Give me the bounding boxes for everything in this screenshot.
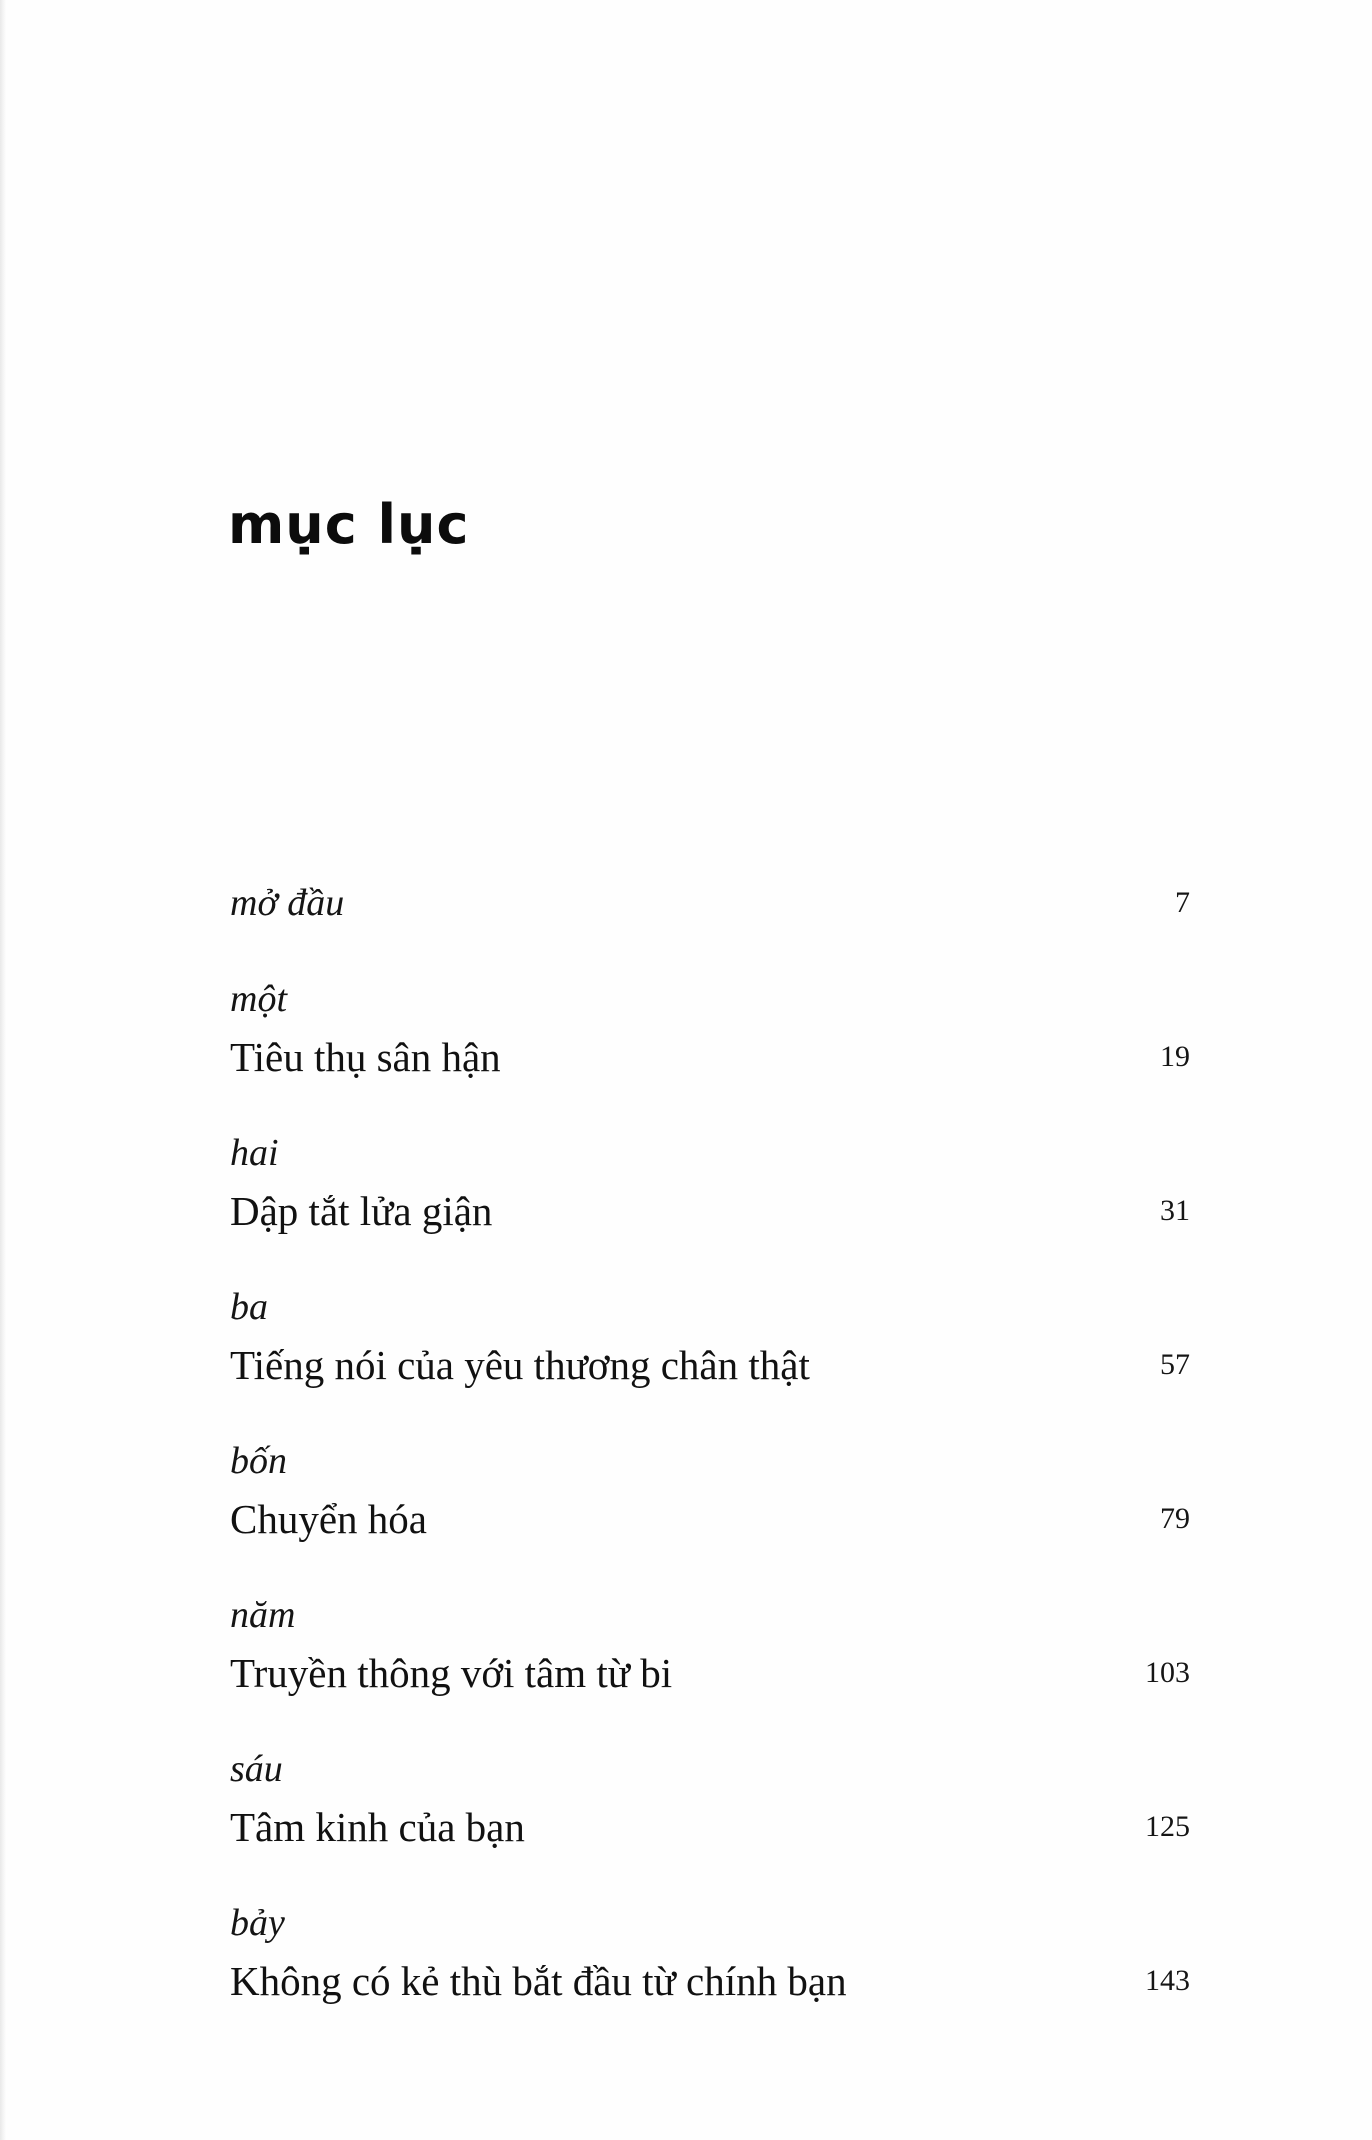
toc-entry-chapter-3[interactable] xyxy=(230,1278,1190,1394)
toc-entry-label: mở đầu xyxy=(230,882,345,924)
toc-entry-line xyxy=(230,1798,1190,1856)
table-of-contents xyxy=(230,874,1190,2010)
toc-entry-title: Chuyển hóa xyxy=(230,1496,427,1542)
toc-entry-page-number: 125 xyxy=(1145,1810,1190,1843)
toc-entry-label: sáu xyxy=(230,1748,283,1790)
toc-entry-page-number: 31 xyxy=(1160,1194,1190,1227)
toc-entry-chapter-6[interactable] xyxy=(230,1740,1190,1856)
toc-entry-label: bốn xyxy=(230,1440,287,1482)
toc-entry-title: Tâm kinh của bạn xyxy=(230,1804,525,1850)
toc-entry-label: một xyxy=(230,978,287,1020)
toc-entry-label: năm xyxy=(230,1594,296,1636)
toc-entry-chapter-5[interactable] xyxy=(230,1586,1190,1702)
toc-heading: mục lục xyxy=(228,493,470,556)
toc-entry-chapter-1[interactable] xyxy=(230,970,1190,1086)
toc-entry-page-number: 57 xyxy=(1160,1348,1190,1381)
toc-entry-page-number: 143 xyxy=(1145,1964,1190,1997)
toc-entry-page-number: 7 xyxy=(1175,886,1190,919)
toc-entry-page-number: 103 xyxy=(1145,1656,1190,1689)
toc-entry-label: bảy xyxy=(230,1902,285,1944)
toc-entry-title: Không có kẻ thù bắt đầu từ chính bạn xyxy=(230,1958,847,2004)
toc-entry-title: Tiêu thụ sân hận xyxy=(230,1034,501,1080)
toc-entry-chapter-2[interactable] xyxy=(230,1124,1190,1240)
toc-entry-chapter-4[interactable] xyxy=(230,1432,1190,1548)
toc-entry-title: Dập tắt lửa giận xyxy=(230,1188,493,1234)
toc-entry-line xyxy=(230,1336,1190,1394)
toc-entry-page-number: 19 xyxy=(1160,1040,1190,1073)
toc-entry-chapter-7[interactable] xyxy=(230,1894,1190,2010)
toc-entry-label: hai xyxy=(230,1132,279,1174)
toc-entry-line xyxy=(230,1952,1190,2010)
toc-entry-line xyxy=(230,1182,1190,1240)
page-edge-shadow xyxy=(0,0,6,2140)
toc-entry-title: Truyền thông với tâm từ bi xyxy=(230,1650,673,1696)
toc-entry-line xyxy=(230,1490,1190,1548)
toc-entry-line xyxy=(230,1644,1190,1702)
toc-entry-label: ba xyxy=(230,1286,268,1328)
toc-entry-page-number: 79 xyxy=(1160,1502,1190,1535)
toc-entry-line xyxy=(230,1028,1190,1086)
toc-entry-title: Tiếng nói của yêu thương chân thật xyxy=(230,1342,810,1388)
toc-entry-intro[interactable] xyxy=(230,874,1190,932)
